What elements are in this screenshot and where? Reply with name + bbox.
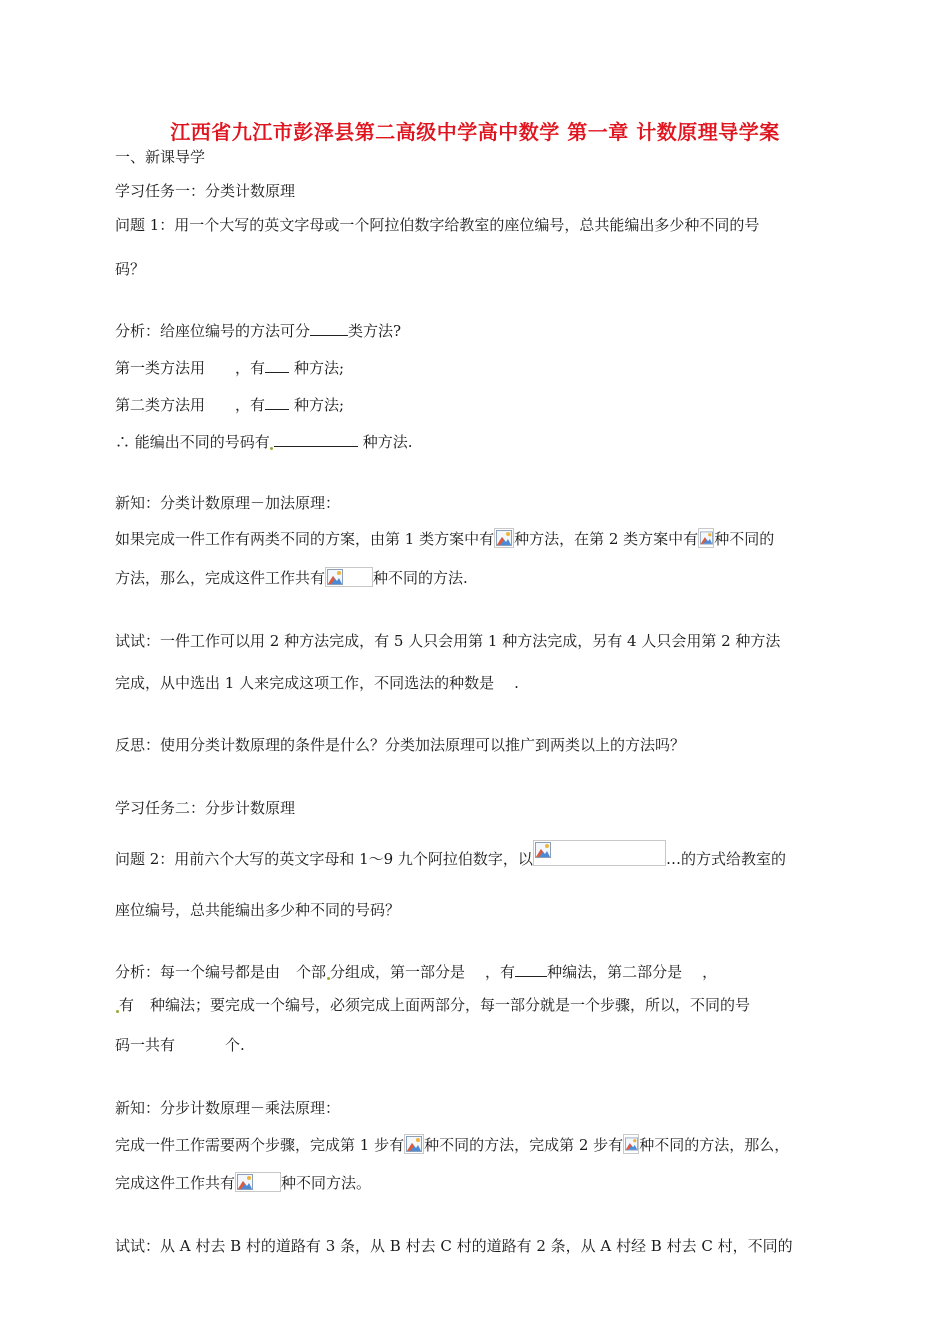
broken-image-icon	[700, 530, 713, 546]
text-run: 问题 2：用前六个大写的英文字母和 1～9 九个阿拉伯数字，以	[115, 850, 533, 868]
text-run: …的方式给教室的	[665, 850, 786, 868]
text-run: 种编法，第二部分是	[547, 963, 683, 981]
broken-image-icon	[327, 569, 343, 585]
text-run: 第一类方法用	[115, 359, 206, 377]
text-run: 分组成，第一部分是	[330, 963, 466, 981]
text-run: ，	[702, 963, 718, 981]
analysis-one-line-4	[115, 430, 413, 453]
text-run: 类方法?	[348, 322, 402, 340]
text-run: ，有	[235, 359, 266, 377]
text-run: 分析：给座位编号的方法可分	[115, 322, 311, 340]
text-run: 如果完成一件工作有两类不同的方案，由第 1 类方案中有	[115, 530, 495, 548]
text-run: .	[514, 674, 519, 692]
formula-image	[698, 528, 714, 548]
text-run: 第二类方法用	[115, 396, 206, 414]
task-one-text: 学习任务一：分类计数原理	[115, 182, 296, 200]
question-two-line-2: 座位编号，总共能编出多少种不同的号码？	[115, 901, 401, 919]
reflection-line: 反思：使用分类计数原理的条件是什么？分类加法原理可以推广到两类以上的方法吗？	[115, 736, 686, 754]
answer-blank[interactable]	[310, 319, 348, 336]
analysis-two-line-3	[115, 1034, 245, 1056]
section-heading: 一、新课导学	[115, 148, 206, 166]
new-knowledge-one-line-1	[115, 528, 774, 550]
try-one-line-2	[115, 672, 519, 694]
text-run: 种方法，在第 2 类方案中有	[514, 530, 699, 548]
answer-blank[interactable]	[515, 960, 547, 977]
analysis-one-line-3	[115, 393, 344, 416]
text-run: 码一共有	[115, 1036, 176, 1054]
broken-image-icon	[496, 530, 512, 546]
text-run: 个部	[296, 963, 327, 981]
analysis-one-line-1	[115, 319, 401, 342]
text-run: 个.	[225, 1036, 245, 1054]
formula-image	[623, 1134, 639, 1154]
text-run: 完成这件工作共有	[115, 1174, 236, 1192]
broken-image-icon	[237, 1174, 253, 1190]
text-run: 种不同方法。	[281, 1174, 372, 1192]
formula-image	[235, 1172, 281, 1192]
text-run: 有	[119, 996, 135, 1014]
question-one-line-2: 码？	[115, 260, 146, 278]
text-run: ∴ 能编出不同的号码有	[115, 433, 270, 451]
broken-image-icon	[625, 1136, 638, 1152]
analysis-two-line-2	[115, 994, 750, 1016]
margin-mark	[270, 447, 273, 450]
text-run: 种不同的方法，完成第 2 步有	[424, 1136, 624, 1154]
text-run: 方法，那么，完成这件工作共有	[115, 569, 326, 587]
text-run: 种不同的方法，那么，	[639, 1136, 790, 1154]
text-run: 种不同的方法.	[373, 569, 468, 587]
formula-image	[494, 528, 514, 548]
task-one-heading	[115, 180, 295, 202]
formula-image	[533, 840, 666, 866]
document-title: 江西省九江市彭泽县第二高级中学高中数学 第一章 计数原理导学案	[170, 120, 780, 144]
new-knowledge-two-title: 新知：分步计数原理－乘法原理：	[115, 1099, 341, 1117]
text-run: 分析：每一个编号都是由	[115, 963, 281, 981]
answer-blank[interactable]	[274, 430, 358, 447]
new-knowledge-two-line-2	[115, 1172, 371, 1194]
text-run: 完成一件工作需要两个步骤，完成第 1 步有	[115, 1136, 405, 1154]
text-run: ，有	[485, 963, 516, 981]
text-run: 完成，从中选出 1 人来完成这项工作，不同选法的种数是	[115, 674, 495, 692]
analysis-one-line-2	[115, 356, 344, 379]
try-two-line-1: 试试：从 A 村去 B 村的道路有 3 条，从 B 村去 C 村的道路有 2 条，从 A 村经 B 村去 C 村，不同的	[115, 1237, 793, 1255]
text-run: 种方法;	[294, 359, 345, 377]
text-run: 种编法；要完成一个编号，必须完成上面两部分，每一部分就是一个步骤，所以，不同的号	[150, 996, 751, 1014]
task-two-heading: 学习任务二：分步计数原理	[115, 799, 296, 817]
new-knowledge-one-line-2	[115, 567, 468, 589]
answer-blank[interactable]	[265, 356, 289, 373]
broken-image-icon	[406, 1136, 422, 1152]
text-run: 种方法;	[294, 396, 345, 414]
broken-image-icon	[535, 842, 551, 858]
text-run: ，有	[235, 396, 266, 414]
question-one-line-1: 问题 1：用一个大写的英文字母或一个阿拉伯数字给教室的座位编号，总共能编出多少种不同的号	[115, 216, 760, 234]
text-run: 种不同的	[714, 530, 775, 548]
analysis-two-line-1	[115, 960, 717, 983]
formula-image	[404, 1134, 424, 1154]
formula-image	[325, 567, 373, 587]
answer-blank[interactable]	[265, 393, 289, 410]
question-two-line-1	[115, 840, 786, 870]
text-run: 种方法.	[362, 433, 413, 451]
try-one-line-1: 试试：一件工作可以用 2 种方法完成，有 5 人只会用第 1 种方法完成，另有 4 人只会用第 2 种方法	[115, 632, 781, 650]
new-knowledge-one-title: 新知：分类计数原理－加法原理：	[115, 494, 341, 512]
new-knowledge-two-line-1	[115, 1134, 789, 1156]
